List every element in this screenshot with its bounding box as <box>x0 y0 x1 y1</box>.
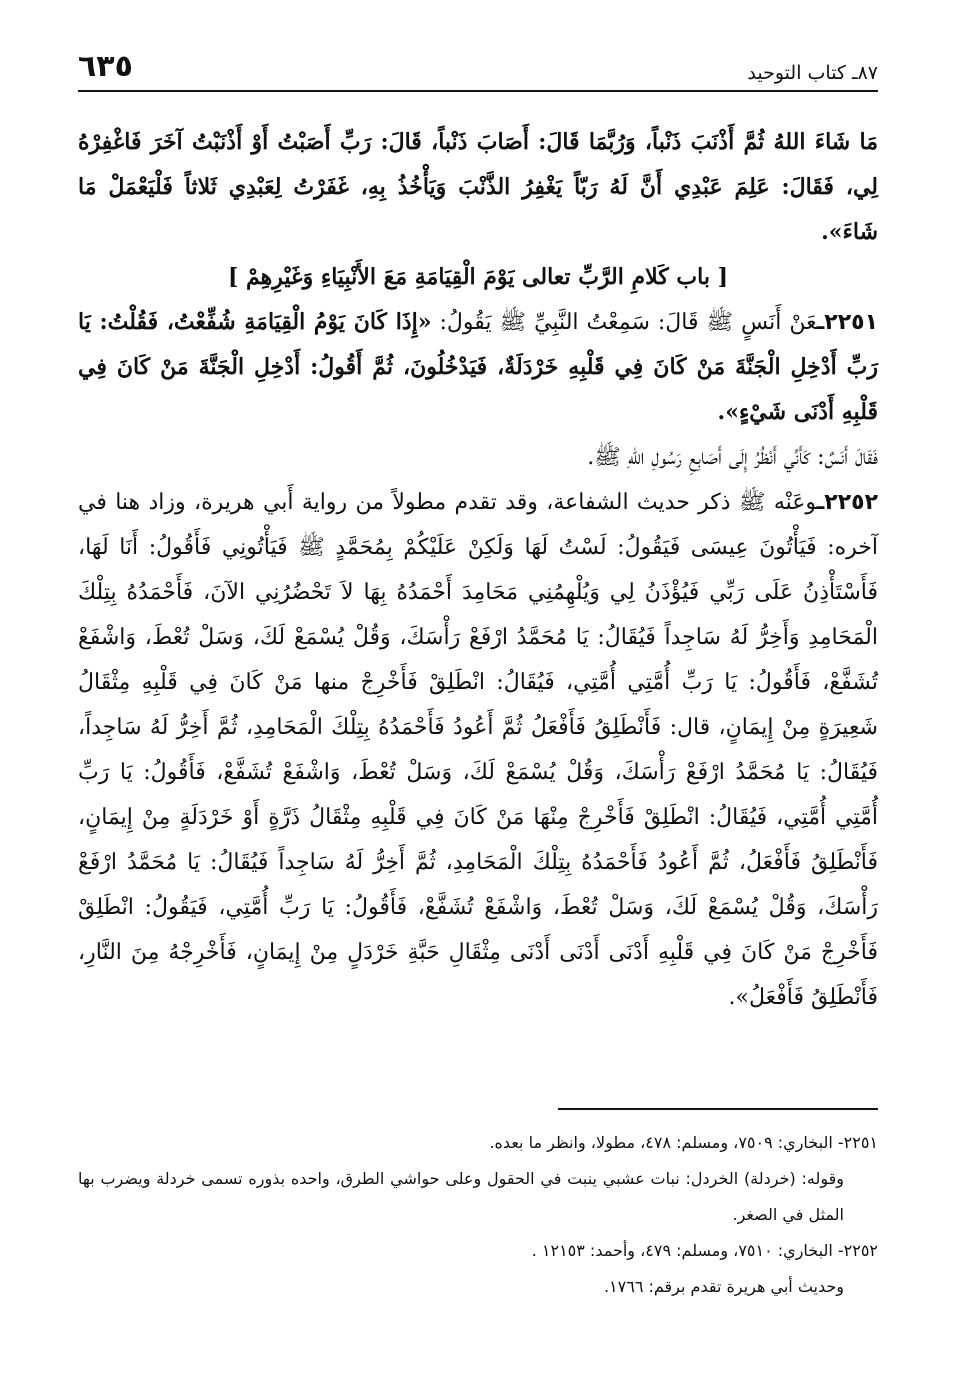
footnote-2252-note: وحديث أبي هريرة تقدم برقم: ١٧٦٦. <box>603 1277 844 1296</box>
hadith-number: ٢٢٥٢ـ <box>816 490 878 515</box>
page-number: ٦٣٥ <box>78 49 133 84</box>
hadith-2251 <box>78 300 878 435</box>
hadith-2252 <box>78 480 878 1020</box>
chapter-title: ٨٧ـ كتاب التوحيد <box>747 62 878 84</box>
footnote-2252: ٢٢٥٢- البخاري: ٧٥١٠، ومسلم: ٤٧٩، وأحمد: ١٢١٥٣ . <box>531 1241 878 1260</box>
chapter-heading: [ باب كَلامِ الرَّبِّ تعالى يَوْمَ الْقِيَامَةِ مَعَ الأَنْبِيَاءِ وَغَيْرِهِمْ ] <box>227 264 729 290</box>
continuation-paragraph: مَا شَاءَ اللهُ ثُمَّ أَذْنَبَ ذَنْباً، وَرُبَّمَا قَالَ: أَصَابَ ذَنْباً، قَالَ: رَبِّ أَصَبْتُ أَوْ أَذْنَبْتُ آخَرَ فَاغْفِرْهُ لِي، فَقَالَ: عَلِمَ عَبْدِي أَنَّ لَهُ رَبّاً يَغْفِرُ الذَّنْبَ وَيَأْخُذُ بِهِ، غَفَرْتُ لِعَبْدِي ثَلاثاً فَلْيَعْمَلْ مَا شَاءَ». <box>78 129 878 245</box>
main-text <box>78 120 878 1020</box>
hadith-text: «إِذَا كَانَ يَوْمُ الْقِيَامَةِ شُفِّعْتُ، فَقُلْتُ: يَا رَبِّ أَدْخِلِ الْجَنَّةَ مَنْ كَانَ فِي قَلْبِهِ خَرْدَلَةٌ، فَيَدْخُلُونَ، ثُمَّ أَقُولُ: أَدْخِلِ الْجَنَّةَ مَنْ كَانَ فِي قَلْبِهِ أَدْنَى شَيْءٍ». <box>78 309 878 425</box>
page-header <box>78 36 878 92</box>
hadith-intro: وعَنْه ﷺ ذكر حديث الشفاعة، وقد تقدم مطولاً من رواية أَبي هريرة، وزاد هنا في آخره: <box>78 490 878 560</box>
footnote-divider <box>558 1108 878 1110</box>
hadith-text: فَيَأْتُونَ عِيسَى فَيَقُولُ: لَسْتُ لَهَا وَلَكِنْ عَلَيْكُمْ بِمُحَمَّدٍ ﷺ فَيَأْتُونِي فَأَقُولُ: أَنَا لَهَا، فَأَسْتَأْذِنُ عَلَى رَبِّي فَيُؤْذَنُ لِي وَيُلْهِمُنِي مَحَامِدَ أَحْمَدُهُ بِهَا لاَ تَحْضُرُنِي الآنَ، فَأَحْمَدُهُ بِتِلْكَ الْمَحَامِدِ وَأَخِرُّ لَهُ سَاجِداً فَيُقَالُ: يَا مُحَمَّدُ ارْفَعْ رَأْسَكَ، وَقُلْ يُسْمَعْ لَكَ، وَسَلْ تُعْطَ، وَاشْفَعْ تُشَفَّعْ، فَأَقُولُ: يَا رَبِّ أُمَّتِي أُمَّتِي، فَيُقَالُ: انْطَلِقْ فَأَخْرِجْ منها مَنْ كَانَ فِي قَلْبِهِ مِثْقَالُ شَعِيرَةٍ مِنْ إِيمَانٍ، قال: فَأَنْطَلِقُ فَأَفْعَلُ ثُمَّ أَعُودُ فَأَحْمَدُهُ بِتِلْكَ الْمَحَامِدِ، ثُمَّ أَخِرُّ لَهُ سَاجِداً، فَيُقَالُ: يَا مُحَمَّدُ ارْفَعْ رَأْسَكَ، وَقُلْ يُسْمَعْ لَكَ، وَسَلْ تُعْطَ، وَاشْفَعْ تُشَفَّعْ، فَأَقُولُ: يَا رَبِّ أُمَّتِي أُمَّتِي، فَيُقَالُ: انْطَلِقْ فَأَخْرِجْ مِنْهَا مَنْ كَانَ فِي قَلْبِهِ مِثْقَالُ ذَرَّةٍ أَوْ خَرْدَلَةٍ مِنْ إِيمَانٍ، فَأَنْطَلِقُ فَأَفْعَلُ، ثُمَّ أَعُودُ فَأَحْمَدُهُ بِتِلْكَ الْمَحَامِدِ، ثُمَّ أَخِرُّ لَهُ سَاجِداً فَيُقَالُ: يَا مُحَمَّدُ ارْفَعْ رَأْسَكَ، وَقُلْ يُسْمَعْ لَكَ، وَسَلْ تُعْطَ، وَاشْفَعْ تُشَفَّعْ، فَأَقُولُ: يَا رَبِّ أُمَّتِي، فَيَقُولُ: انْطَلِقْ فَأَخْرِجْ مَنْ كَانَ فِي قَلْبِهِ أَدْنَى أَدْنَى أَدْنَى مِثْقَالِ حَبَّةِ خَرْدَلٍ مِنْ إِيمَانٍ، فَأَخْرِجْهُ مِنَ النَّارِ، فَأَنْطَلِقُ فَأَفْعَلُ». <box>78 535 878 1010</box>
hadith-number: ٢٢٥١ـ <box>816 310 878 335</box>
hadith-2251-closing: فَقَالَ أَنَسٌ: كَأَنِّي أَنْظُرُ إِلَى أَصَابِعِ رَسُولِ اللهِ ﷺ. <box>587 445 878 470</box>
hadith-intro: عَنْ أَنَسٍ ﷺ قَالَ: سَمِعْتُ النَّبِيِّ ﷺ يَقُولُ: <box>431 310 817 335</box>
footnote-2251-note: وقوله: (خردلة) الخردل: نبات عشبي ينبت في الحقول وعلى حواشي الطرق، واحده بذوره تسمى خردلة ويضرب بها المثل في الصغر. <box>78 1169 844 1224</box>
footnotes <box>78 1125 878 1305</box>
footnote-2251: ٢٢٥١- البخاري: ٧٥٠٩، ومسلم: ٤٧٨، مطولا، وانظر ما بعده. <box>489 1133 878 1152</box>
